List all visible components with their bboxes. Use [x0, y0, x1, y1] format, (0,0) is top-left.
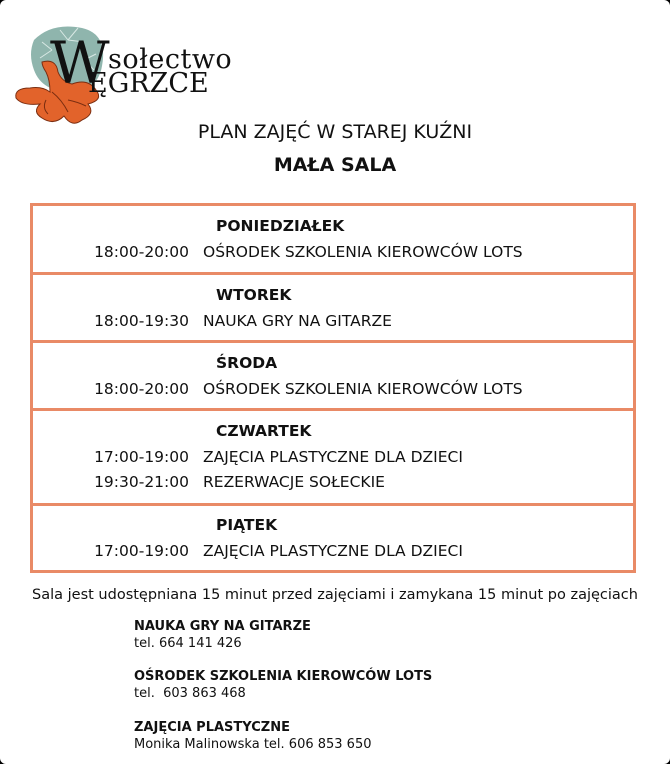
- day-friday: [33, 506, 633, 570]
- day-name: ŚRODA: [216, 354, 278, 372]
- slot-time: 17:00-19:00: [94, 448, 189, 466]
- slot-activity: OŚRODEK SZKOLENIA KIEROWCÓW LOTS: [203, 380, 523, 398]
- slot-activity: ZAJĘCIA PLASTYCZNE DLA DZIECI: [203, 542, 463, 560]
- slot-time: 18:00-19:30: [94, 312, 189, 330]
- logo-initial: W: [50, 29, 110, 97]
- page-title: PLAN ZAJĘĆ W STAREJ KUŹNI: [197, 121, 473, 143]
- slot-time: 18:00-20:00: [94, 243, 189, 261]
- day-name: CZWARTEK: [216, 422, 312, 440]
- room-access-note: Sala jest udostępniana 15 minut przed zajęciami i zamykana 15 minut po zajęciach: [32, 587, 638, 603]
- contact-detail: tel. 664 141 426: [134, 636, 242, 651]
- contact-art-classes: [134, 719, 372, 753]
- day-monday: [33, 206, 633, 275]
- contact-name: NAUKA GRY NA GITARZE: [134, 619, 311, 634]
- slot-activity: OŚRODEK SZKOLENIA KIEROWCÓW LOTS: [203, 243, 523, 261]
- day-name: PIĄTEK: [216, 516, 278, 534]
- page-subtitle: MAŁA SALA: [273, 154, 397, 176]
- solectwo-wegrzce-logo: [12, 20, 232, 132]
- slot-activity: ZAJĘCIA PLASTYCZNE DLA DZIECI: [203, 448, 463, 466]
- day-thursday: [33, 411, 633, 506]
- logo-line2: ĘGRZCE: [88, 68, 209, 99]
- contact-name: OŚRODEK SZKOLENIA KIEROWCÓW LOTS: [134, 669, 433, 684]
- slot-time: 18:00-20:00: [94, 380, 189, 398]
- slot-time: 17:00-19:00: [94, 542, 189, 560]
- day-wednesday: [33, 343, 633, 411]
- slot-time: 19:30-21:00: [94, 473, 189, 491]
- contact-driving-school: [134, 668, 432, 702]
- schedule-table: [30, 203, 636, 573]
- contact-detail: Monika Malinowska tel. 606 853 650: [134, 737, 372, 752]
- slot-activity: REZERWACJE SOŁECKIE: [203, 473, 385, 491]
- day-name: WTOREK: [216, 286, 292, 304]
- logo-line1: sołectwo: [108, 44, 233, 75]
- contact-guitar: [134, 618, 311, 652]
- slot-activity: NAUKA GRY NA GITARZE: [203, 312, 392, 330]
- day-name: PONIEDZIAŁEK: [216, 217, 345, 235]
- contact-detail: tel. 603 863 468: [134, 686, 246, 701]
- contact-name: ZAJĘCIA PLASTYCZNE: [134, 720, 290, 735]
- day-tuesday: [33, 275, 633, 343]
